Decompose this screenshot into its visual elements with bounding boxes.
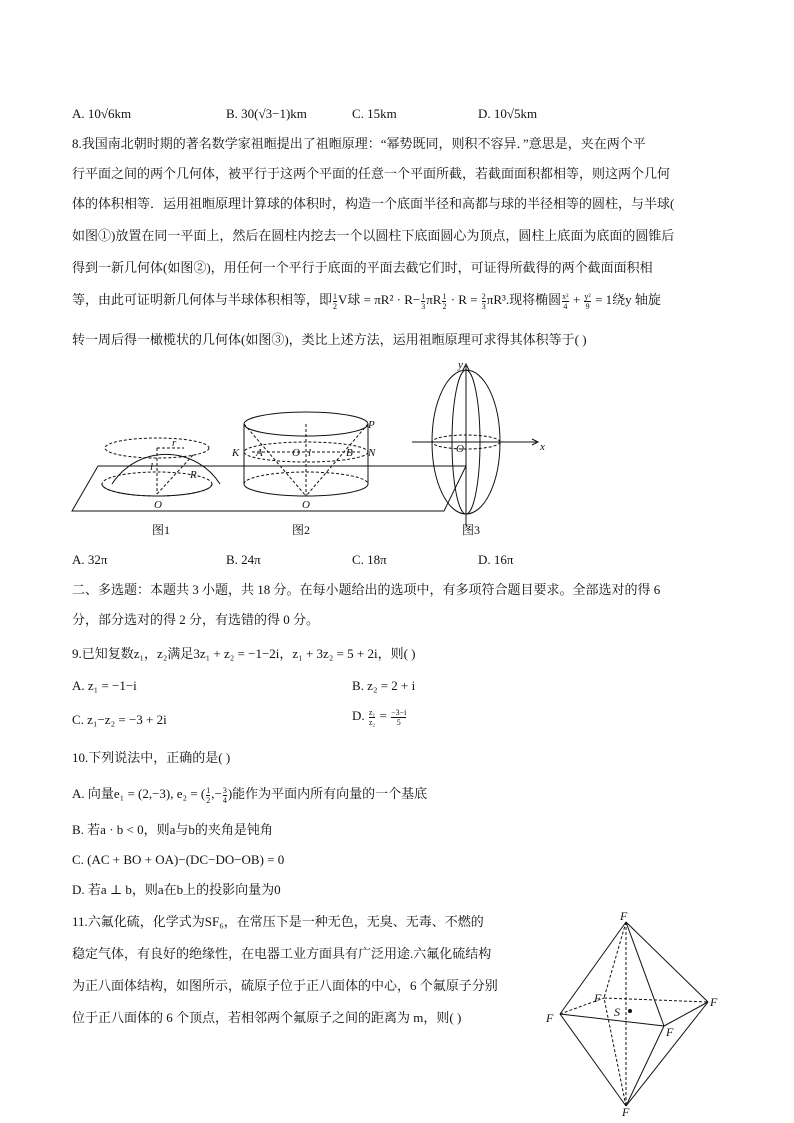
q8-option-c: C. 18π	[352, 552, 387, 567]
svg-text:O: O	[456, 443, 464, 455]
svg-text:F: F	[666, 1025, 674, 1039]
svg-text:F: F	[622, 1105, 630, 1118]
q8-option-b: B. 24π	[226, 552, 261, 567]
q9-option-d: D. $\frac{\text{z₁}}{\text{z₂}}$ = $\frac{-3-i}{5}$	[352, 707, 407, 727]
q10-stem: 10.下列说法中，正确的是( )	[72, 750, 231, 765]
q7-option-a: A. 10√6km	[72, 106, 132, 121]
svg-text:A: A	[256, 447, 263, 459]
q9-option-c: C. z₁−z₂ = −3 + 2i	[72, 712, 167, 727]
q9-option-b: B. z₂ = 2 + i	[352, 678, 416, 693]
q8-line-2: 行平面之间的两个几何体，被平行于这两个平面的任意一个平面所截，若截面面积都相等，则这两个几何	[72, 166, 671, 181]
q7-option-c: C. 15km	[352, 106, 397, 121]
svg-text:y: y	[458, 359, 463, 371]
svg-text:P: P	[368, 419, 375, 431]
hemisphere-outline	[112, 454, 220, 484]
q7-option-b: B. 30(√3−1)km	[226, 106, 307, 121]
svg-text:O: O	[292, 447, 300, 459]
svg-text:N: N	[368, 447, 376, 459]
svg-text:F: F	[710, 995, 718, 1009]
svg-text:F: F	[594, 991, 602, 1005]
q8-line-6: 等，由此可证明新几何体与半球体积相等，即 $\frac{1}{2}$ V球 = πR² · R− $\frac{1}{3}$ πR $\frac{1}{2}$ · R = $\frac{2}{3}$ πR³.现将椭圆 $\frac{\text{x²}}{4}$ + $\frac{\text{y²}}{9}$ = 1绕y 轴旋	[72, 291, 661, 311]
svg-text:l: l	[150, 461, 154, 473]
svg-text:r: r	[172, 437, 177, 449]
svg-text:F: F	[620, 910, 628, 923]
q8-line-5: 得到一新几何体(如图②)，用任何一个平行于底面的平面去截它们时，可证得所截得的两个截面面积相	[72, 260, 653, 275]
q9-option-a: A. z₁ = −1−i	[72, 678, 137, 693]
q9-stem: 9.已知复数z₁，z₂满足3z₁ + z₂ = −1−2i，z₁ + 3z₂ = 5 + 2i，则( )	[72, 646, 416, 661]
q8-line-3: 体的体积相等．运用祖暅原理计算球的体积时，构造一个底面半径和高都与球的半径相等的圆柱，与半球(	[72, 196, 675, 211]
octahedron-figure	[540, 910, 730, 1118]
q11-line-3: 为正八面体结构，如图所示，硫原子位于正八面体的中心，6 个氟原子分别	[72, 978, 498, 993]
q8-option-a: A. 32π	[72, 552, 108, 567]
svg-text:x: x	[540, 441, 545, 453]
plane-shape	[72, 466, 466, 511]
svg-text:S: S	[614, 1005, 620, 1019]
q8-line-7: 转一周后得一橄榄状的几何体(如图③)，类比上述方法，运用祖暅原理可求得其体积等于( )	[72, 332, 587, 347]
q10-option-c: C. (AC + BO + OA)−(DC−DO−OB) = 0	[72, 852, 285, 867]
section2-line-1: 二、多选题：本题共 3 小题，共 18 分。在每小题给出的选项中，有多项符合题目要求。全部选对的得 6	[72, 582, 661, 597]
q8-line-1: 8.我国南北朝时期的著名数学家祖暅提出了祖暅原理：“幂势既同，则积不容异．”意思是，夹在两个平	[72, 136, 646, 151]
svg-text:F: F	[546, 1011, 554, 1025]
q10-option-b: B. 若a · b < 0，则a与b的夹角是钝角	[72, 822, 273, 837]
q11-line-2: 稳定气体，有良好的绝缘性，在电器工业方面具有广泛用途.六氟化硫结构	[72, 946, 492, 961]
svg-text:图2: 图2	[292, 523, 311, 537]
q8-figures	[66, 356, 556, 542]
svg-text:K: K	[232, 447, 240, 459]
q8-line-4: 如图①)放置在同一平面上，然后在圆柱内挖去一个以圆柱下底面圆心为顶点，圆柱上底面为底面的圆锥后	[72, 228, 675, 243]
section2-line-2: 分，部分选对的得 2 分，有选错的得 0 分。	[72, 612, 320, 627]
q7-option-d: D. 10√5km	[478, 106, 538, 121]
q11-line-1: 11.六氟化硫，化学式为SF₆，在常压下是一种无色，无臭、无毒、不燃的	[72, 914, 484, 929]
svg-text:O: O	[154, 499, 162, 511]
q10-option-d: D. 若a ⊥ b，则a在b上的投影向量为0	[72, 882, 281, 897]
svg-text:图3: 图3	[462, 523, 481, 537]
svg-text:O: O	[302, 499, 310, 511]
q8-option-d: D. 16π	[478, 552, 514, 567]
q11-line-4: 位于正八面体的 6 个顶点，若相邻两个氟原子之间的距离为 m，则( )	[72, 1010, 462, 1025]
svg-text:R: R	[190, 469, 197, 481]
q10-option-a: A. 向量e₁ = (2,−3), e₂ = ( $\frac{1}{2}$ ,− $\frac{3}{4}$ )能作为平面内所有向量的一个基底	[72, 785, 428, 805]
svg-text:B: B	[346, 447, 353, 459]
svg-text:l: l	[308, 447, 312, 459]
svg-text:图1: 图1	[152, 523, 171, 537]
